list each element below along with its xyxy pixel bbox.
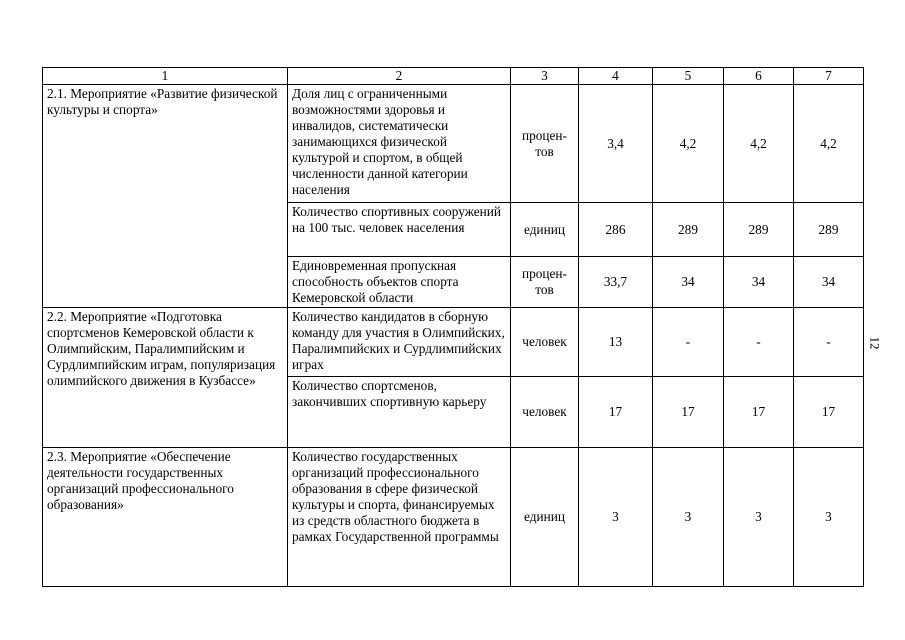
value-cell: - (653, 308, 724, 377)
value-cell: 13 (579, 308, 653, 377)
indicator-cell: Количество государственных организаций профессионального образования в сфере физической культуры и спорта, финансируемых из средств областного бюджета в рамках Государственной программы (288, 448, 511, 587)
unit-cell: процен-тов (511, 257, 579, 308)
value-cell: 289 (794, 203, 864, 257)
value-cell: 4,2 (724, 85, 794, 203)
value-cell: 4,2 (794, 85, 864, 203)
header-row (43, 68, 864, 85)
value-cell: 34 (724, 257, 794, 308)
header-cell: 1 (43, 68, 288, 85)
value-cell: 3 (653, 448, 724, 587)
unit-cell: человек (511, 377, 579, 448)
table-row (43, 448, 864, 587)
value-cell: 17 (579, 377, 653, 448)
value-cell: 33,7 (579, 257, 653, 308)
header-cell: 3 (511, 68, 579, 85)
header-cell: 6 (724, 68, 794, 85)
value-cell: 17 (653, 377, 724, 448)
indicator-cell: Количество кандидатов в сборную команду для участия в Олимпийских, Паралимпийских и Сурдлимпийских играх (288, 308, 511, 377)
event-cell: 2.2. Мероприятие «Подготовка спортсменов Кемеровской области к Олимпийским, Паралимпийским и Сурдлимпийским играм, популяризация олимпийского движения в Кузбассе» (43, 308, 288, 448)
header-cell: 7 (794, 68, 864, 85)
header-cell: 4 (579, 68, 653, 85)
value-cell: 3 (724, 448, 794, 587)
indicator-cell: Количество спортсменов, закончивших спортивную карьеру (288, 377, 511, 448)
value-cell: 34 (794, 257, 864, 308)
value-cell: - (794, 308, 864, 377)
value-cell: 34 (653, 257, 724, 308)
header-cell: 2 (288, 68, 511, 85)
value-cell: 17 (724, 377, 794, 448)
indicator-cell: Доля лиц с ограниченными возможностями здоровья и инвалидов, систематически занимающихся физической культурой и спортом, в общей численности данной категории населения (288, 85, 511, 203)
unit-cell: единиц (511, 448, 579, 587)
indicator-cell: Количество спортивных сооружений на 100 тыс. человек населения (288, 203, 511, 257)
header-cell: 5 (653, 68, 724, 85)
value-cell: 17 (794, 377, 864, 448)
indicator-cell: Единовременная пропускная способность объектов спорта Кемеровской области (288, 257, 511, 308)
value-cell: 3,4 (579, 85, 653, 203)
table-row (43, 308, 864, 377)
value-cell: 286 (579, 203, 653, 257)
value-cell: 289 (724, 203, 794, 257)
value-cell: - (724, 308, 794, 377)
table-row (43, 85, 864, 203)
indicators-table (42, 67, 864, 587)
unit-cell: человек (511, 308, 579, 377)
page-number: 12 (867, 336, 883, 350)
event-cell: 2.3. Мероприятие «Обеспечение деятельности государственных организаций профессионального образования» (43, 448, 288, 587)
unit-cell: процен-тов (511, 85, 579, 203)
value-cell: 3 (579, 448, 653, 587)
value-cell: 3 (794, 448, 864, 587)
value-cell: 289 (653, 203, 724, 257)
unit-cell: единиц (511, 203, 579, 257)
value-cell: 4,2 (653, 85, 724, 203)
event-cell: 2.1. Мероприятие «Развитие физической культуры и спорта» (43, 85, 288, 308)
